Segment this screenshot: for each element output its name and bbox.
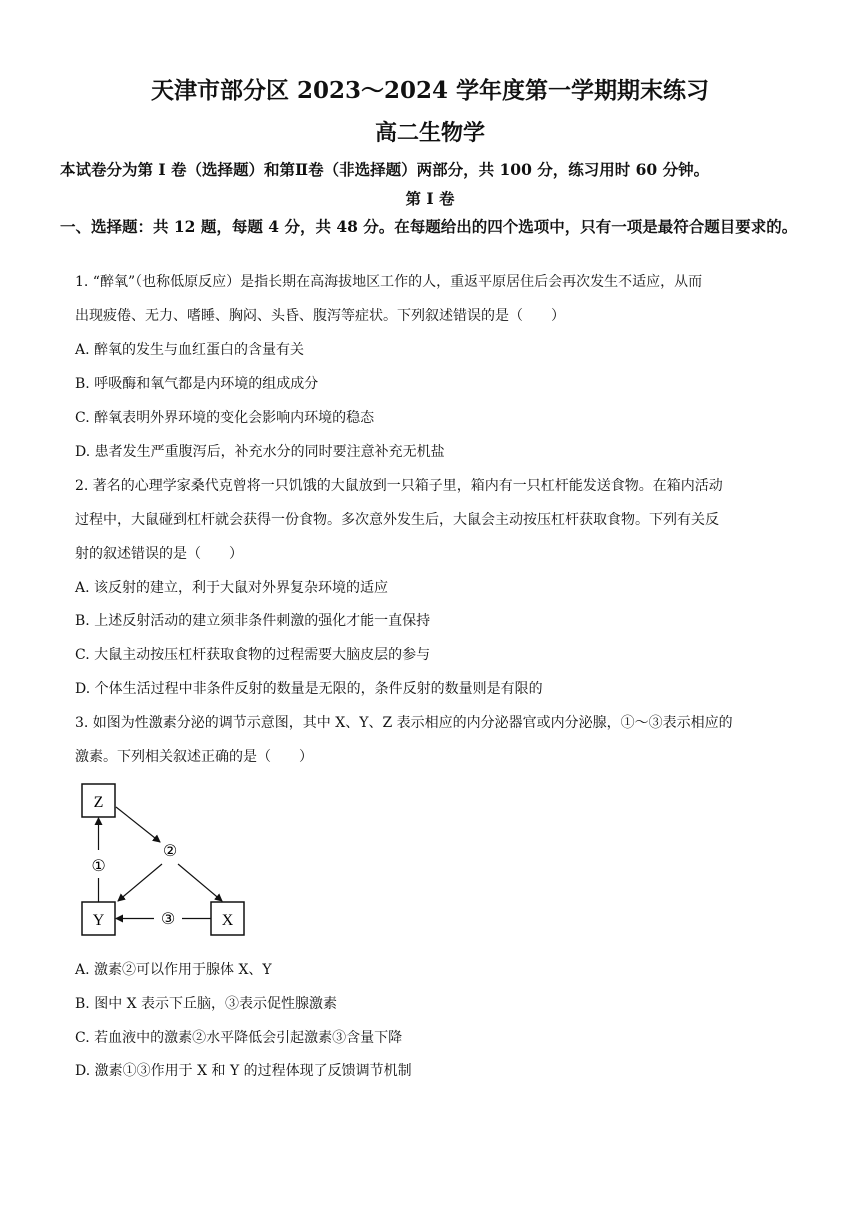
q3-option-d: D. 激素①③作用于 X 和 Y 的过程体现了反馈调节机制 — [75, 1063, 412, 1079]
arrow-z-to-hormone-2 — [116, 807, 160, 842]
node-y-label: Y — [92, 912, 105, 929]
label-hormone-1: ① — [91, 856, 106, 875]
hormone-regulation-diagram — [74, 780, 254, 942]
exam-title: 天津市部分区 2023～2024 学年度第一学期期末练习 — [150, 77, 710, 104]
arrow-hormone-2-to-x — [178, 864, 222, 901]
q2-stem-line-2: 过程中，大鼠碰到杠杆就会获得一份食物。多次意外发生后，大鼠会主动按压杠杆获取食物。下列有关反 — [75, 512, 719, 528]
label-hormone-2: ② — [162, 841, 178, 860]
part-title: 第 I 卷 — [405, 189, 455, 208]
arrow-hormone-2-to-y — [118, 864, 162, 901]
q3-stem-line-2: 激素。下列相关叙述正确的是（ ） — [75, 749, 313, 765]
q2-option-b: B. 上述反射活动的建立须非条件刺激的强化才能一直保持 — [75, 613, 431, 629]
q2-stem-line-1: 2. 著名的心理学家桑代克曾将一只饥饿的大鼠放到一只箱子里，箱内有一只杠杆能发送食物。在箱内活动 — [75, 478, 723, 494]
node-z-label: Z — [93, 794, 104, 811]
label-hormone-3: ③ — [160, 909, 176, 928]
exam-subject: 高二生物学 — [374, 120, 485, 146]
section-title: 一、选择题：共 12 题，每题 4 分，共 48 分。在每题给出的四个选项中，只有一项是最符合题目要求的。 — [60, 217, 798, 236]
q2-option-a: A. 该反射的建立，利于大鼠对外界复杂环境的适应 — [75, 580, 389, 596]
q3-option-a: A. 激素②可以作用于腺体 X、Y — [75, 962, 272, 978]
q3-stem-line-1: 3. 如图为性激素分泌的调节示意图，其中 X、Y、Z 表示相应的内分泌器官或内分泌腺，①～③表示相应的 — [75, 715, 733, 731]
q2-stem-line-3: 射的叙述错误的是（ ） — [75, 546, 243, 562]
q2-option-d: D. 个体生活过程中非条件反射的数量是无限的，条件反射的数量则是有限的 — [75, 681, 543, 697]
q1-option-b: B. 呼吸酶和氧气都是内环境的组成成分 — [75, 376, 319, 392]
q1-option-a: A. 醉氧的发生与血红蛋白的含量有关 — [75, 342, 305, 358]
exam-intro: 本试卷分为第 I 卷（选择题）和第Ⅱ卷（非选择题）两部分，共 100 分，练习用时 60 分钟。 — [60, 160, 710, 179]
q3-option-c: C. 若血液中的激素②水平降低会引起激素③含量下降 — [75, 1030, 403, 1046]
q1-option-d: D. 患者发生严重腹泻后，补充水分的同时要注意补充无机盐 — [75, 444, 445, 460]
q3-option-b: B. 图中 X 表示下丘脑，③表示促性腺激素 — [75, 996, 338, 1012]
node-x-label: X — [221, 912, 234, 929]
q1-stem-line-1: 1. “醉氧”（也称低原反应）是指长期在高海拔地区工作的人，重返平原居住后会再次发生不适应，从而 — [75, 274, 703, 290]
q1-stem-line-2: 出现疲倦、无力、嗜睡、胸闷、头昏、腹泻等症状。下列叙述错误的是（ ） — [75, 308, 565, 324]
q1-option-c: C. 醉氧表明外界环境的变化会影响内环境的稳态 — [75, 410, 375, 426]
q2-option-c: C. 大鼠主动按压杠杆获取食物的过程需要大脑皮层的参与 — [75, 647, 431, 663]
